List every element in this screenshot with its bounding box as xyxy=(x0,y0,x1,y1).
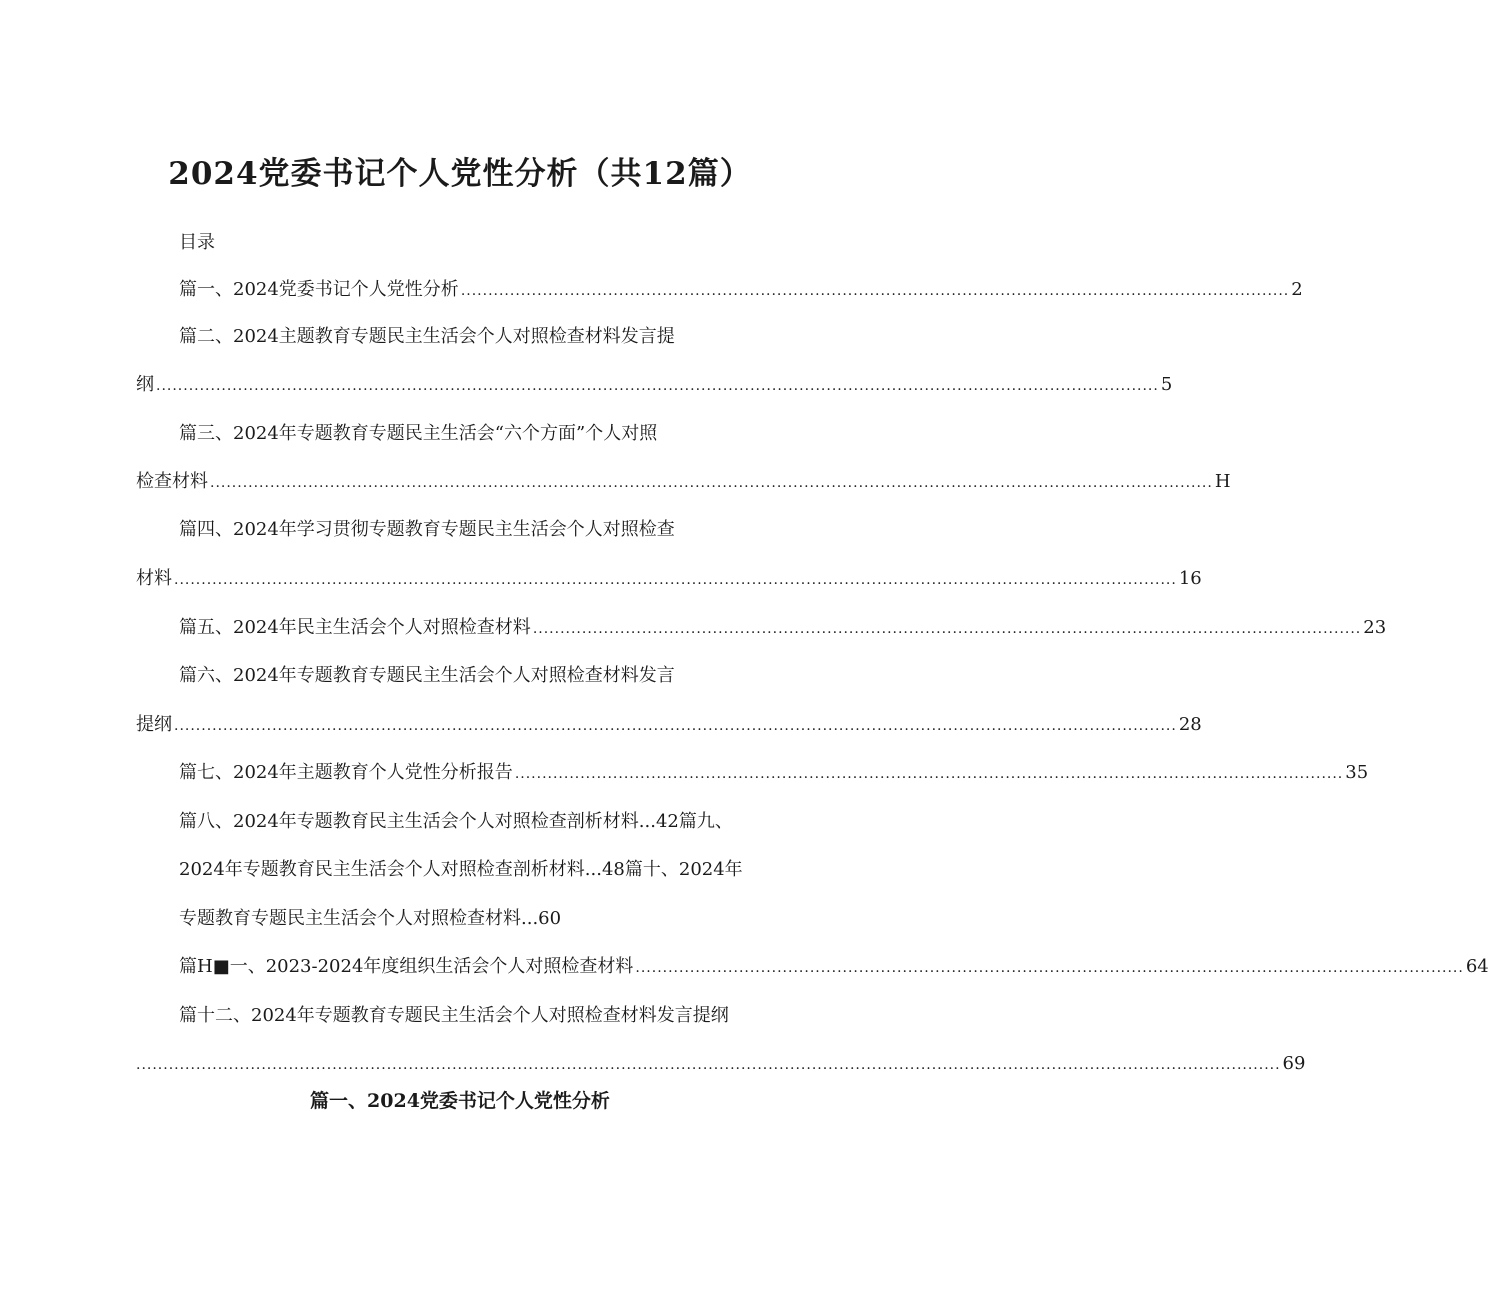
toc-entry-title: 篇五、2024年民主生活会个人对照检查材料 xyxy=(179,617,531,638)
toc-entry-7[interactable] xyxy=(179,760,1369,787)
toc-heading: 目录 xyxy=(179,232,215,253)
toc-entry-4[interactable] xyxy=(136,566,1202,593)
section-heading: 篇一、2024党委书记个人党性分析 xyxy=(310,1090,610,1112)
toc-entry-page: 16 xyxy=(1178,568,1202,589)
toc-entry-1[interactable] xyxy=(179,277,1303,304)
toc-entry-title: 材料 xyxy=(136,568,172,589)
toc-entry-page: 23 xyxy=(1363,617,1387,638)
toc-entry-title: 检查材料 xyxy=(136,471,208,492)
toc-entry-2-line1[interactable]: 篇二、2024主题教育专题民主生活会个人对照检查材料发言提 xyxy=(179,326,675,347)
toc-leader-dots: ........................................................................................................................................................................................ xyxy=(174,718,1177,734)
toc-entry-title: 篇七、2024年主题教育个人党性分析报告 xyxy=(179,762,513,783)
toc-entry-title: 提纲 xyxy=(136,714,172,735)
toc-entry-6-line1[interactable]: 篇六、2024年专题教育专题民主生活会个人对照检查材料发言 xyxy=(179,665,675,686)
toc-entry-page: H xyxy=(1214,471,1231,492)
toc-entry-page: 28 xyxy=(1178,714,1202,735)
toc-entry-3[interactable] xyxy=(136,469,1231,496)
toc-entry-6[interactable] xyxy=(136,712,1202,739)
toc-entry-page: 64 xyxy=(1465,956,1489,977)
toc-entry-12-line1[interactable]: 篇十二、2024年专题教育专题民主生活会个人对照检查材料发言提纲 xyxy=(179,1005,729,1026)
toc-entry-4-line1[interactable]: 篇四、2024年学习贯彻专题教育专题民主生活会个人对照检查 xyxy=(179,519,675,540)
toc-entry-title: 纲 xyxy=(136,374,154,395)
toc-entry-12[interactable] xyxy=(136,1051,1306,1078)
toc-entry-page: 2 xyxy=(1291,279,1303,300)
toc-leader-dots: ........................................................................................................................................................ xyxy=(635,960,1464,976)
toc-entry-title: 篇一、2024党委书记个人党性分析 xyxy=(179,279,459,300)
toc-entry-11[interactable] xyxy=(179,954,1489,981)
toc-entry-8-line2[interactable]: 2024年专题教育民主生活会个人对照检查剖析材料...48篇十、2024年 xyxy=(179,859,743,880)
toc-leader-dots: ........................................................................................................................................................ xyxy=(532,621,1362,637)
toc-entry-page: 5 xyxy=(1160,374,1173,395)
toc-leader-dots: ........................................................................................................................................................ xyxy=(460,283,1290,299)
toc-entry-title: 篇H■一、2023-2024年度组织生活会个人对照检查材料 xyxy=(179,956,634,977)
toc-leader-dots: ........................................................................................................................................................ xyxy=(514,766,1344,782)
toc-entry-3-line1[interactable]: 篇三、2024年专题教育专题民主生活会“六个方面”个人对照 xyxy=(179,423,658,444)
toc-entry-8-line1[interactable]: 篇八、2024年专题教育民主生活会个人对照检查剖析材料...42篇九、 xyxy=(179,811,733,832)
document-title: 2024党委书记个人党性分析（共12篇） xyxy=(168,156,752,192)
toc-entry-page: 35 xyxy=(1345,762,1369,783)
toc-leader-dots: ........................................................................................................................................................................................ xyxy=(156,378,1159,394)
toc-leader-dots: .................................................................................................................................................................................................................. xyxy=(136,1057,1281,1073)
toc-leader-dots: ........................................................................................................................................................................................ xyxy=(210,475,1213,491)
toc-entry-2[interactable] xyxy=(136,372,1173,399)
toc-leader-dots: ........................................................................................................................................................................................ xyxy=(174,572,1177,588)
toc-entry-5[interactable] xyxy=(179,615,1387,642)
toc-entry-8-line3[interactable]: 专题教育专题民主生活会个人对照检查材料...60 xyxy=(179,908,562,929)
toc-entry-page: 69 xyxy=(1282,1053,1306,1074)
